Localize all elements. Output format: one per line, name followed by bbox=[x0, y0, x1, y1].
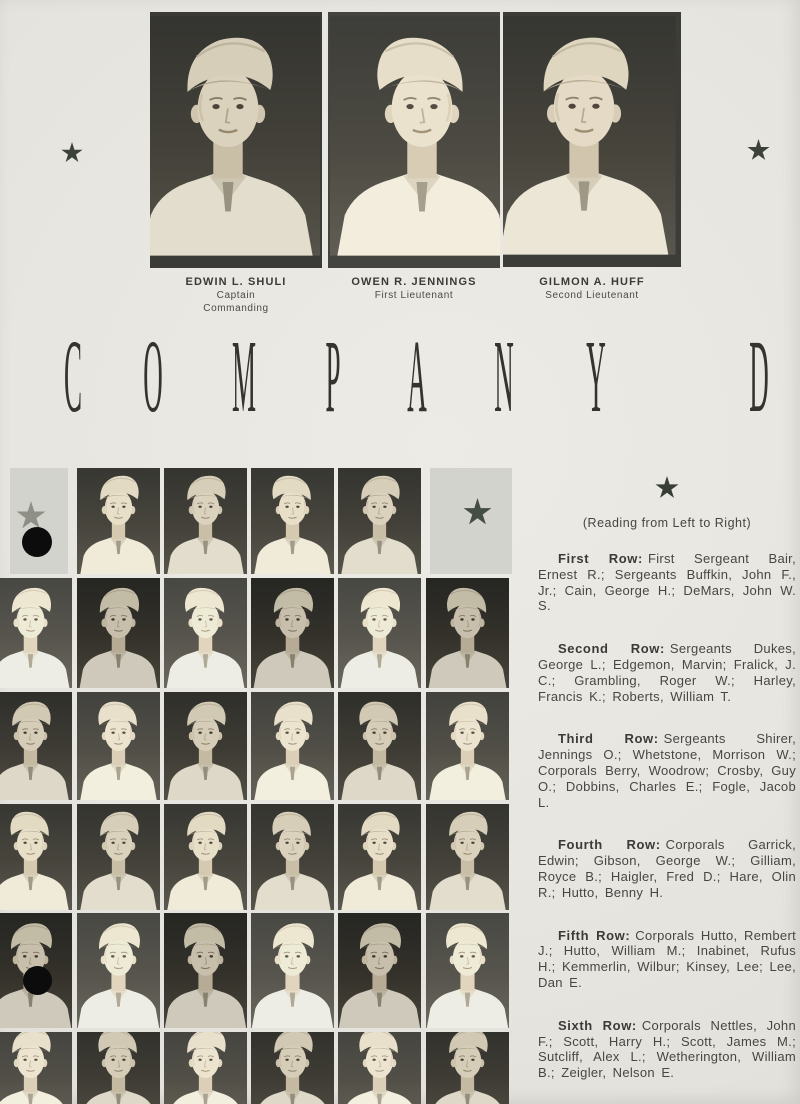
soldier-photo bbox=[251, 804, 334, 910]
soldier-photo bbox=[251, 1032, 334, 1104]
soldier-photo bbox=[77, 1032, 160, 1104]
roster-row-text: Corporals Nettles, John F.; Scott, Harry H.; Scott, James M.; Sutcliff, Alex L.; Wetherington, William B.; Zeigler, Nelson E. bbox=[538, 1017, 796, 1081]
star-cell bbox=[10, 468, 68, 574]
soldier-photo bbox=[77, 804, 160, 910]
roster-row-text: Corporals Hutto, Rembert J.; Hutto, William M.; Inabinet, Rufus H.; Kemmerlin, Wilbur; Kinsey, Lee; Lee, Dan E. bbox=[538, 927, 796, 990]
soldier-photo bbox=[77, 578, 160, 688]
officer-rank: First Lieutenant bbox=[374, 289, 454, 301]
soldier-photo bbox=[77, 468, 160, 574]
soldier-photo bbox=[164, 692, 247, 800]
officer-name: GILMON A. HUFF bbox=[539, 276, 645, 288]
soldier-photo bbox=[77, 913, 160, 1028]
roster-row-2 bbox=[538, 641, 796, 704]
roster-row-text: Corporals Garrick, Edwin; Gibson, George W.; Gilliam, Royce B.; Haigler, Fred D.; Hare, Olin R.; Hutto, Benny H. bbox=[538, 837, 796, 900]
roster-row-label: Third Row: bbox=[558, 731, 659, 747]
soldier-photo bbox=[426, 578, 509, 688]
title-letter: O bbox=[143, 319, 163, 434]
title-letter: Y bbox=[586, 319, 606, 434]
roster-row-4 bbox=[538, 837, 796, 900]
officer-portrait bbox=[503, 12, 681, 267]
officer-rank: Captain bbox=[216, 289, 256, 301]
star-icon bbox=[463, 498, 492, 527]
roster-row-label: Second Row: bbox=[558, 641, 665, 657]
soldier-photo bbox=[338, 1032, 421, 1104]
roster-row-text: First Sergeant Bair, Ernest R.; Sergeants Buffkin, John F., Jr.; Cain, George H.; DeMars, John W. S. bbox=[538, 551, 796, 614]
soldier-photo bbox=[164, 804, 247, 910]
roster-row-6 bbox=[538, 1018, 796, 1081]
roster-row-5 bbox=[538, 928, 796, 991]
officer-portrait bbox=[150, 12, 322, 268]
officer-rank: Second Lieutenant bbox=[545, 289, 639, 301]
soldier-photo bbox=[251, 578, 334, 688]
soldier-photo bbox=[251, 913, 334, 1028]
roster-row-1 bbox=[538, 551, 796, 614]
roster-row-text: Sergeants Dukes, George L.; Edgemon, Marvin; Fralick, J. C.; Grambling, Roger W.; Harley, Francis K.; Roberts, William T. bbox=[538, 641, 797, 704]
soldier-photo bbox=[164, 913, 247, 1028]
punch-hole bbox=[23, 966, 52, 995]
roster-row-text: Sergeants Shirer, Jennings O.; Whetstone, Morrison W.; Corporals Berry, Woodrow; Crosby, Guy O.; Dobbins, Charles E.; Fogle, Jacob L. bbox=[538, 731, 796, 810]
soldier-photo bbox=[0, 804, 72, 910]
soldier-photo bbox=[164, 578, 247, 688]
soldier-photo bbox=[426, 692, 509, 800]
soldier-photo bbox=[0, 692, 72, 800]
star-icon bbox=[655, 476, 679, 500]
soldier-photo bbox=[338, 913, 421, 1028]
title-letter: N bbox=[494, 319, 514, 434]
star-icon bbox=[61, 142, 83, 164]
officer-name: EDWIN L. SHULI bbox=[185, 276, 287, 288]
title-letter: P bbox=[325, 319, 341, 434]
roster-row-label: Sixth Row: bbox=[558, 1017, 637, 1033]
roster-column bbox=[538, 476, 796, 1081]
roster-row-3 bbox=[538, 731, 796, 810]
soldier-photo bbox=[0, 578, 72, 688]
punch-hole bbox=[22, 527, 52, 557]
officer-portrait bbox=[328, 12, 500, 268]
officer-role: Commanding bbox=[203, 303, 269, 314]
soldier-photo bbox=[251, 692, 334, 800]
star-icon bbox=[747, 139, 770, 162]
soldier-photo bbox=[338, 578, 421, 688]
star-cell bbox=[430, 468, 512, 574]
roster-row-label: First Row: bbox=[558, 551, 643, 566]
title-letter: M bbox=[231, 319, 257, 434]
reading-note: (Reading from Left to Right) bbox=[582, 516, 752, 530]
title-letter: D bbox=[749, 319, 769, 434]
soldier-photo bbox=[164, 468, 247, 574]
soldier-photo bbox=[251, 468, 334, 574]
title-letter: A bbox=[407, 319, 427, 434]
soldier-photo bbox=[426, 1032, 509, 1104]
soldier-photo bbox=[164, 1032, 247, 1104]
soldier-photo bbox=[0, 1032, 72, 1104]
roster-row-label: Fourth Row: bbox=[558, 837, 661, 853]
soldier-photo bbox=[338, 804, 421, 910]
soldier-photo bbox=[338, 468, 421, 574]
title-letter: C bbox=[63, 319, 83, 434]
officer-caption bbox=[150, 276, 322, 316]
roster-row-label: Fifth Row: bbox=[558, 927, 631, 943]
officer-name: OWEN R. JENNINGS bbox=[351, 276, 477, 288]
soldier-photo bbox=[338, 692, 421, 800]
officer-caption bbox=[503, 276, 681, 302]
officer-caption bbox=[328, 276, 500, 302]
soldier-photo bbox=[77, 692, 160, 800]
star-icon bbox=[16, 501, 46, 531]
soldier-photo bbox=[426, 913, 509, 1028]
soldier-photo bbox=[426, 804, 509, 910]
